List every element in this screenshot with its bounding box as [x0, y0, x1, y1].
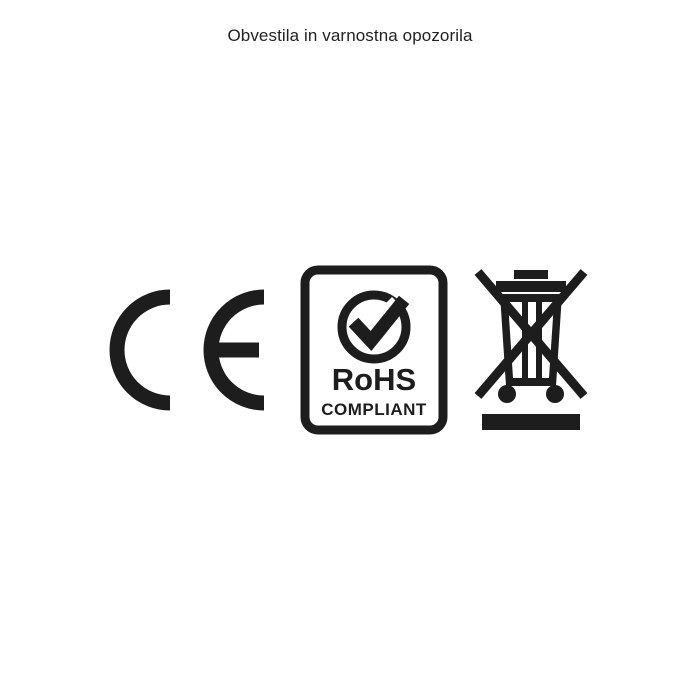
rohs-compliant-label: COMPLIANT	[321, 400, 427, 419]
rohs-label: RoHS	[331, 362, 417, 397]
compliance-marks-row	[0, 255, 700, 445]
ce-mark	[108, 275, 278, 425]
page-title: Obvestila in varnostna opozorila	[227, 26, 473, 45]
rohs-mark	[300, 265, 448, 435]
weee-mark	[470, 264, 592, 436]
